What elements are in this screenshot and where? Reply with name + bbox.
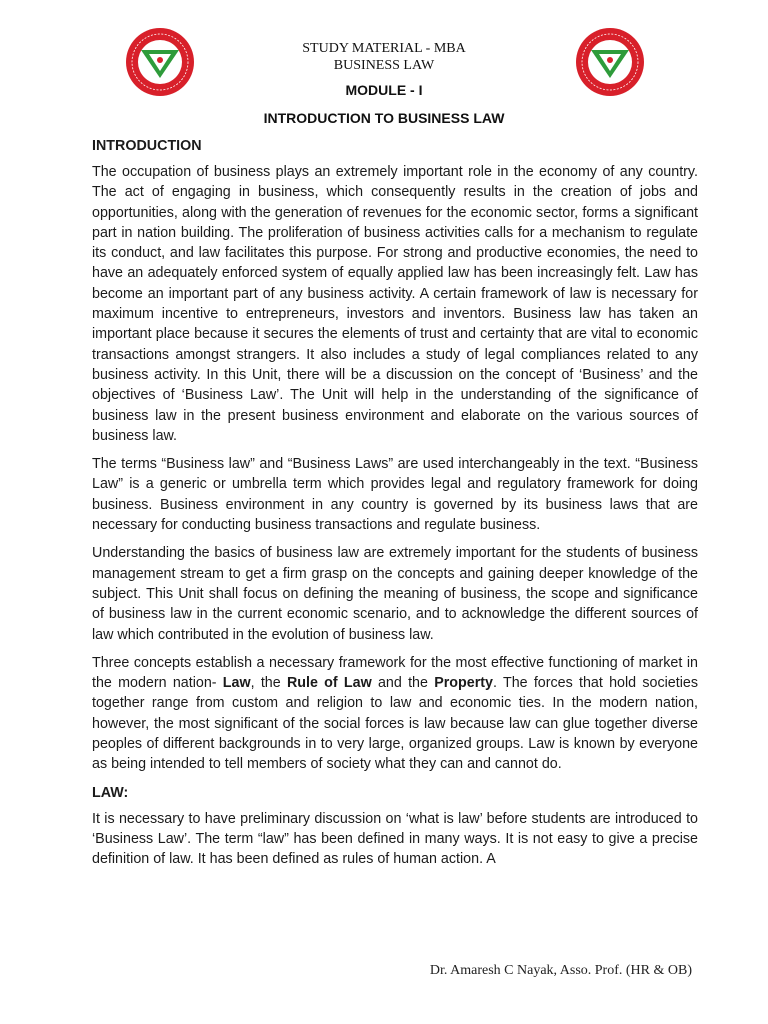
paragraph-4-text-d: and the xyxy=(371,675,435,692)
header-line-2: BUSINESS LAW xyxy=(333,58,435,73)
paragraph-4-text-a: Three concepts establish a necessary framework for the most effective functioning of market in the modern nation- xyxy=(92,654,698,692)
bold-term-property: Property xyxy=(434,675,493,692)
paragraph-4 xyxy=(92,653,698,775)
paragraph-1: The occupation of business plays an extremely important role in the economy of any country. The act of engaging in business, which consequently results in the creation of jobs and opportunities, along with the generation of revenues for the economic sector, forms a significant part in nation building. The proliferation of business activities calls for a mechanism to regulate its conduct, and law facilitates this purpose. For strong and productive economies, the need to have an adequately enforced system of equally applied law has been increasingly felt. Law has become an important part of any business activity. A certain framework of law is necessary for maximum incentive to entrepreneurs, investors and inventors. Business law has taken an important place because it secures the elements of trust and certainty that are vital to economic transactions amongst strangers. It also includes a study of legal compliances related to any business activity. In this Unit, there will be a discussion on the concept of ‘Business’ and the objectives of ‘Business Law’. The Unit will help in the understanding of the significance of business law in the present business environment and elaborate on the various sources of business law. xyxy=(92,164,698,444)
document-header xyxy=(0,40,768,74)
module-label: MODULE - I xyxy=(345,82,423,98)
bold-term-rule-of-law: Rule of Law xyxy=(286,675,372,692)
paragraph-3: Understanding the basics of business law are extremely important for the students of business management stream to get a firm grasp on the concepts and gaining deeper knowledge of the subject. This Unit shall focus on defining the meaning of business, the scope and significance of business law in the current economic scenario, and to acknowledge the different sources of law which contributed in the evolution of business law. xyxy=(92,545,698,643)
law-heading: LAW: xyxy=(92,784,129,801)
paragraph-5: It is necessary to have preliminary discussion on ‘what is law’ before students are introduced to ‘Business Law’. The term “law” has been defined in many ways. It is not easy to give a precise definition of law. It has been defined as rules of human action. A xyxy=(92,810,698,868)
bold-term-law: Law xyxy=(222,675,251,692)
introduction-heading: INTRODUCTION xyxy=(92,138,202,154)
paragraph-4-text-c: , the xyxy=(250,675,287,692)
header-line-1: STUDY MATERIAL - MBA xyxy=(302,41,466,56)
paragraph-2: The terms “Business law” and “Business Laws” are used interchangeably in the text. “Business Law” is a generic or umbrella term which provides legal and regulatory framework for doing business. Business environment in any country is governed by its business laws that are necessary for conducting business transactions and regulate business. xyxy=(92,456,698,534)
document-title: INTRODUCTION TO BUSINESS LAW xyxy=(263,110,505,126)
paragraph-4-text-e: . The forces that hold societies together range from custom and religion to law and economic ties. In the modern nation, however, the most significant of the social forces is law because law can glue together diverse peoples of different backgrounds in to very large, organized groups. Law is known by everyone as being intended to tell members of society what they can and cannot do. xyxy=(92,675,698,773)
document-body xyxy=(92,136,698,878)
author-footer: Dr. Amaresh C Nayak, Asso. Prof. (HR & OB) xyxy=(429,963,692,978)
